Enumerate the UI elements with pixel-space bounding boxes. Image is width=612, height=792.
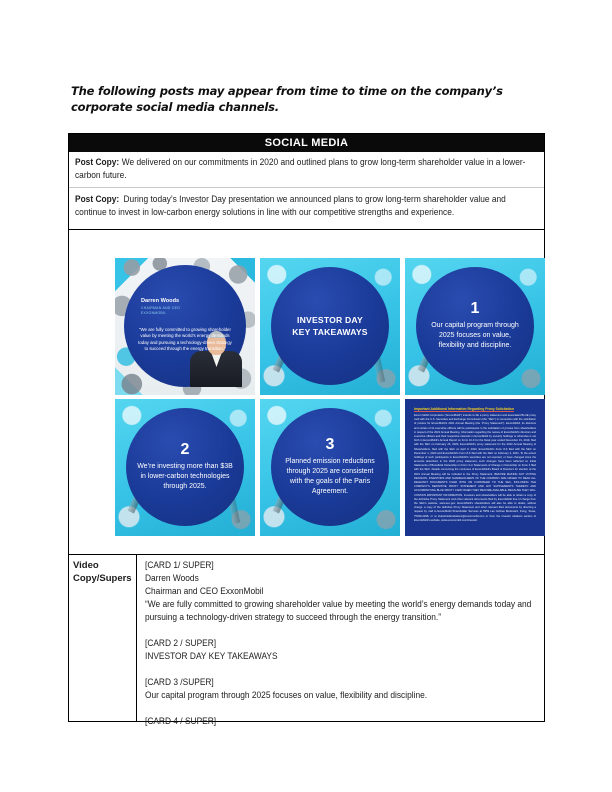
table-header-social-media: SOCIAL MEDIA	[69, 134, 544, 152]
card-takeaway-3	[260, 399, 400, 536]
speaker-role-line2: EXXONMOBIL	[141, 310, 167, 315]
card-speaker	[115, 258, 255, 395]
card-key-takeaways	[260, 258, 400, 395]
social-graphic-cell	[69, 229, 544, 554]
post-copy-1-label: Post Copy:	[75, 157, 120, 168]
speaker-role-line1: CHAIRMAN AND CEO	[141, 306, 181, 310]
takeaways-title	[292, 314, 368, 339]
takeaway-2-text: We’re investing more than $3B in lower-carbon technologies through 2025.	[137, 463, 233, 490]
takeaway-3-circle	[271, 408, 389, 526]
video-copy-line: Darren Woods	[145, 573, 199, 584]
video-copy-line	[145, 663, 536, 676]
proxy-disclaimer-body: Exxon Mobil Corporation (“ExxonMobil”) intends to file a proxy statement and associated BLUE proxy card with the U.S. Securities and Exchange Commission (the “SEC”) in connection with the solicitation of proxies for ExxonMobil’s 2021 Annual Meeting (the “Proxy Statement”). ExxonMobil, its directors and certain of its executive officers will be participants in the solicitation of proxies from shareholders in respect of the 2021 Annual Meeting. Information regarding the names of ExxonMobil’s directors and executive officers and their respective interests in ExxonMobil by security holdings or otherwise is set forth in ExxonMobil’s Annual Report on Form 10-K for the fiscal year ended December 31, 2019, filed with the SEC on February 26, 2020, ExxonMobil’s proxy statement for the 2020 Annual Meeting of Shareholders, filed with the SEC on April 9, 2020, ExxonMobil’s Form 8-K filed with the SEC on December 1, 2020 and ExxonMobil’s Form 8-K filed with the SEC on February 2, 2021. To the extent holdings of such participants in ExxonMobil’s securities are not reported, or have changed since the amounts described, in the 2020 proxy statement, such changes have been reflected on Initial Statements of Beneficial Ownership on Form 3 or Statements of Change in Ownership on Form 4 filed with the SEC. Details concerning the nominees of ExxonMobil’s Board of Directors for election at the 2021 Annual Meeting will be included in the Proxy Statement. BEFORE MAKING ANY VOTING DECISION, INVESTORS AND SHAREHOLDERS OF THE COMPANY ARE URGED TO READ ALL RELEVANT DOCUMENTS FILED WITH OR FURNISHED TO THE SEC, INCLUDING THE COMPANY’S DEFINITIVE PROXY STATEMENT AND ANY SUPPLEMENTS THERETO AND ACCOMPANYING BLUE PROXY CARD WHEN THEY BECOME AVAILABLE, BECAUSE THEY WILL CONTAIN IMPORTANT INFORMATION. Investors and shareholders will be able to obtain a copy of the definitive Proxy Statement and other relevant documents filed by ExxonMobil free of charge from the SEC’s website, www.sec.gov. ExxonMobil’s shareholders will also be able to obtain, without charge, a copy of the definitive Proxy Statement and other relevant filed documents by directing a request by mail to ExxonMobil Shareholder Services at 5959 Las Colinas Boulevard, Irving, Texas, 75039-2298, or at shareholderrelations@exxonmobil.com or from the investor relations section of ExxonMobil’s website, www.exxonmobil.com/investor.	[414, 414, 536, 522]
social-graphic-grid	[115, 258, 545, 536]
video-copy-line: [CARD 2 / SUPER]	[145, 638, 217, 649]
takeaways-line2: KEY TAKEAWAYS	[292, 327, 368, 337]
video-copy-line: “We are fully committed to growing shareholder value by meeting the world’s energy demands today and pursuing a technology-driven strategy to succeed through the energy transition.”	[145, 599, 532, 623]
video-copy-line	[145, 624, 536, 637]
video-copy-line: [CARD 3 /SUPER]	[145, 677, 214, 688]
speaker-role	[141, 306, 189, 316]
card-takeaway-2	[115, 399, 255, 536]
takeaway-1-text: Our capital program through 2025 focuses on value, flexibility and discipline.	[431, 322, 519, 349]
speaker-name: Darren Woods	[141, 298, 180, 304]
takeaways-line1: INVESTOR DAY	[297, 314, 363, 325]
social-media-table	[68, 133, 545, 727]
takeaway-2-number: 2	[180, 441, 190, 459]
video-copy-line: [CARD 4 / SUPER]	[145, 716, 217, 727]
card-proxy-disclaimer	[405, 399, 545, 536]
card-takeaway-1	[405, 258, 545, 395]
takeaway-3-text: Planned emission reductions through 2025 are consistent with the goals of the Paris Agreement.	[285, 458, 375, 495]
video-copy-row	[69, 554, 544, 727]
post-copy-1-text: We delivered on our commitments in 2020 and outlined plans to grow long-term shareholder value in a lower-carbon future.	[75, 157, 526, 181]
takeaway-1-number: 1	[470, 300, 480, 318]
post-copy-2-text: During today’s Investor Day presentation we announced plans to grow long-term shareholder value and continue to invest in low-carbon energy solutions in line with our competitive strengths and experience.	[75, 194, 506, 218]
takeaway-3-number: 3	[325, 436, 335, 454]
speaker-quote: “We are fully committed to growing shareholder value by meeting the world’s energy demands today and pursuing a technology-driven strategy to succeed through the energy transition.”	[138, 327, 232, 352]
video-copy-line: Chairman and CEO ExxonMobil	[145, 586, 264, 597]
video-copy-line: INVESTOR DAY KEY TAKEAWAYS	[145, 651, 278, 662]
video-copy-line: Our capital program through 2025 focuses on value, flexibility and discipline.	[145, 690, 428, 701]
speaker-circle	[124, 265, 246, 387]
post-copy-row-1	[69, 152, 544, 187]
takeaway-2-circle	[126, 408, 244, 526]
video-copy-label: Video Copy/Supers	[69, 555, 137, 721]
post-copy-2-label: Post Copy:	[75, 194, 120, 205]
proxy-disclaimer-heading: Important Additional Information Regarding Proxy Solicitation	[414, 407, 514, 411]
video-copy-content	[137, 555, 544, 727]
video-copy-line: [CARD 1/ SUPER]	[145, 560, 214, 571]
post-copy-row-2	[69, 187, 544, 229]
intro-paragraph: The following posts may appear from time to time on the company’s corporate social media channels.	[71, 84, 503, 114]
takeaway-1-circle	[416, 267, 534, 385]
takeaways-circle	[271, 267, 389, 385]
video-copy-line	[145, 702, 536, 715]
